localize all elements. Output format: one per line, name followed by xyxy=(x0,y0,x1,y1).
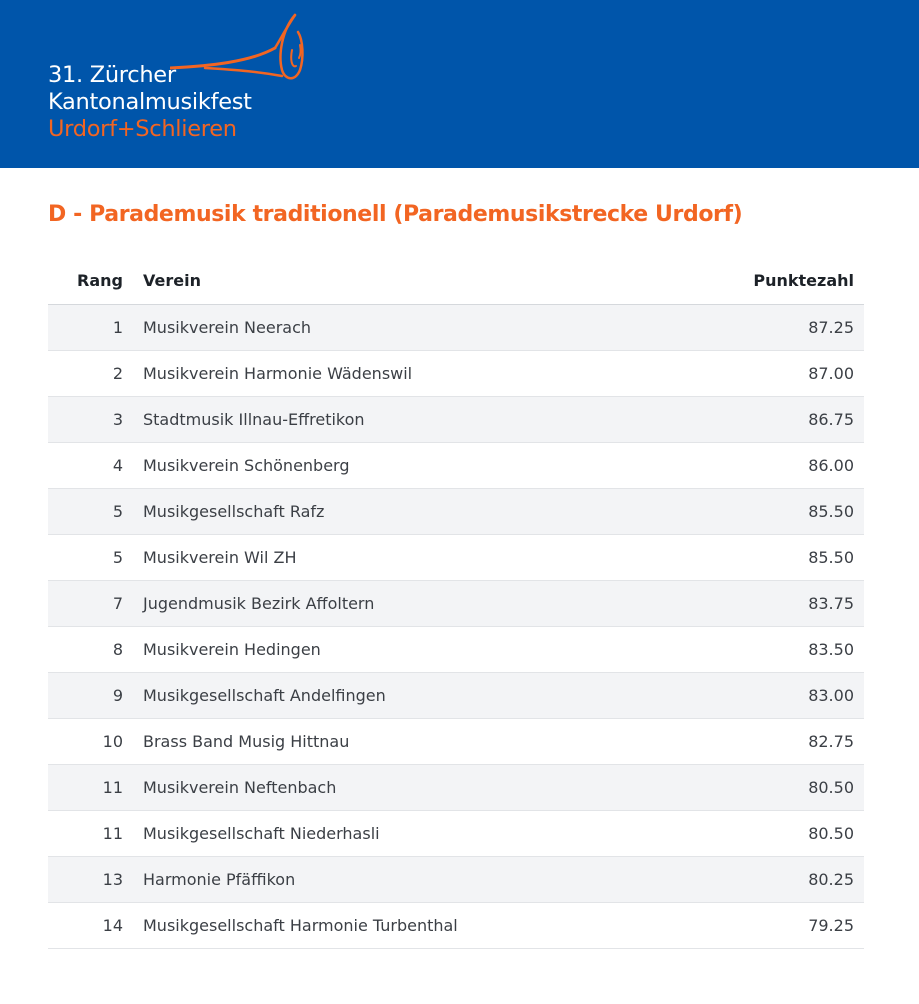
punkte-cell: 87.25 xyxy=(664,304,864,350)
table-row xyxy=(48,442,864,488)
site-header xyxy=(0,0,919,168)
punkte-cell: 80.25 xyxy=(664,856,864,902)
column-header-verein: Verein xyxy=(143,258,664,304)
rang-cell: 11 xyxy=(48,810,143,856)
table-row xyxy=(48,764,864,810)
main-content xyxy=(48,168,864,949)
punkte-cell: 82.75 xyxy=(664,718,864,764)
festival-logo[interactable] xyxy=(0,0,340,168)
table-row xyxy=(48,718,864,764)
verein-cell: Harmonie Pfäffikon xyxy=(143,856,664,902)
table-row xyxy=(48,350,864,396)
logo-text xyxy=(48,62,252,143)
verein-cell: Musikverein Harmonie Wädenswil xyxy=(143,350,664,396)
logo-line-edition: 31. Zürcher xyxy=(48,62,176,88)
verein-cell: Musikgesellschaft Niederhasli xyxy=(143,810,664,856)
rang-cell: 1 xyxy=(48,304,143,350)
rang-cell: 3 xyxy=(48,396,143,442)
rang-cell: 13 xyxy=(48,856,143,902)
table-row xyxy=(48,488,864,534)
verein-cell: Musikverein Wil ZH xyxy=(143,534,664,580)
column-header-rang: Rang xyxy=(48,258,143,304)
rang-cell: 14 xyxy=(48,902,143,948)
punkte-cell: 83.50 xyxy=(664,626,864,672)
rang-cell: 5 xyxy=(48,534,143,580)
table-header-row xyxy=(48,258,864,304)
punkte-cell: 86.75 xyxy=(664,396,864,442)
verein-cell: Musikgesellschaft Andelfingen xyxy=(143,672,664,718)
page-title: D - Parademusik traditionell (Parademusikstrecke Urdorf) xyxy=(48,202,743,227)
rang-cell: 5 xyxy=(48,488,143,534)
table-row xyxy=(48,580,864,626)
rang-cell: 10 xyxy=(48,718,143,764)
column-header-punktezahl: Punktezahl xyxy=(664,258,864,304)
logo-line-location: Urdorf+Schlieren xyxy=(48,116,237,142)
punkte-cell: 83.75 xyxy=(664,580,864,626)
punkte-cell: 86.00 xyxy=(664,442,864,488)
verein-cell: Musikverein Neerach xyxy=(143,304,664,350)
punkte-cell: 80.50 xyxy=(664,810,864,856)
verein-cell: Brass Band Musig Hittnau xyxy=(143,718,664,764)
punkte-cell: 85.50 xyxy=(664,488,864,534)
table-row xyxy=(48,396,864,442)
punkte-cell: 87.00 xyxy=(664,350,864,396)
verein-cell: Musikverein Schönenberg xyxy=(143,442,664,488)
punkte-cell: 83.00 xyxy=(664,672,864,718)
rang-cell: 8 xyxy=(48,626,143,672)
logo-line-event: Kantonalmusikfest xyxy=(48,89,252,115)
verein-cell: Musikverein Neftenbach xyxy=(143,764,664,810)
punkte-cell: 85.50 xyxy=(664,534,864,580)
table-row xyxy=(48,626,864,672)
table-row xyxy=(48,304,864,350)
verein-cell: Musikverein Hedingen xyxy=(143,626,664,672)
rang-cell: 11 xyxy=(48,764,143,810)
punkte-cell: 79.25 xyxy=(664,902,864,948)
rang-cell: 7 xyxy=(48,580,143,626)
verein-cell: Jugendmusik Bezirk Affoltern xyxy=(143,580,664,626)
table-row xyxy=(48,534,864,580)
verein-cell: Musikgesellschaft Harmonie Turbenthal xyxy=(143,902,664,948)
verein-cell: Stadtmusik Illnau-Effretikon xyxy=(143,396,664,442)
verein-cell: Musikgesellschaft Rafz xyxy=(143,488,664,534)
rang-cell: 9 xyxy=(48,672,143,718)
punkte-cell: 80.50 xyxy=(664,764,864,810)
rang-cell: 4 xyxy=(48,442,143,488)
table-row xyxy=(48,902,864,948)
results-table xyxy=(48,258,864,949)
table-row xyxy=(48,856,864,902)
table-row xyxy=(48,810,864,856)
rang-cell: 2 xyxy=(48,350,143,396)
table-row xyxy=(48,672,864,718)
